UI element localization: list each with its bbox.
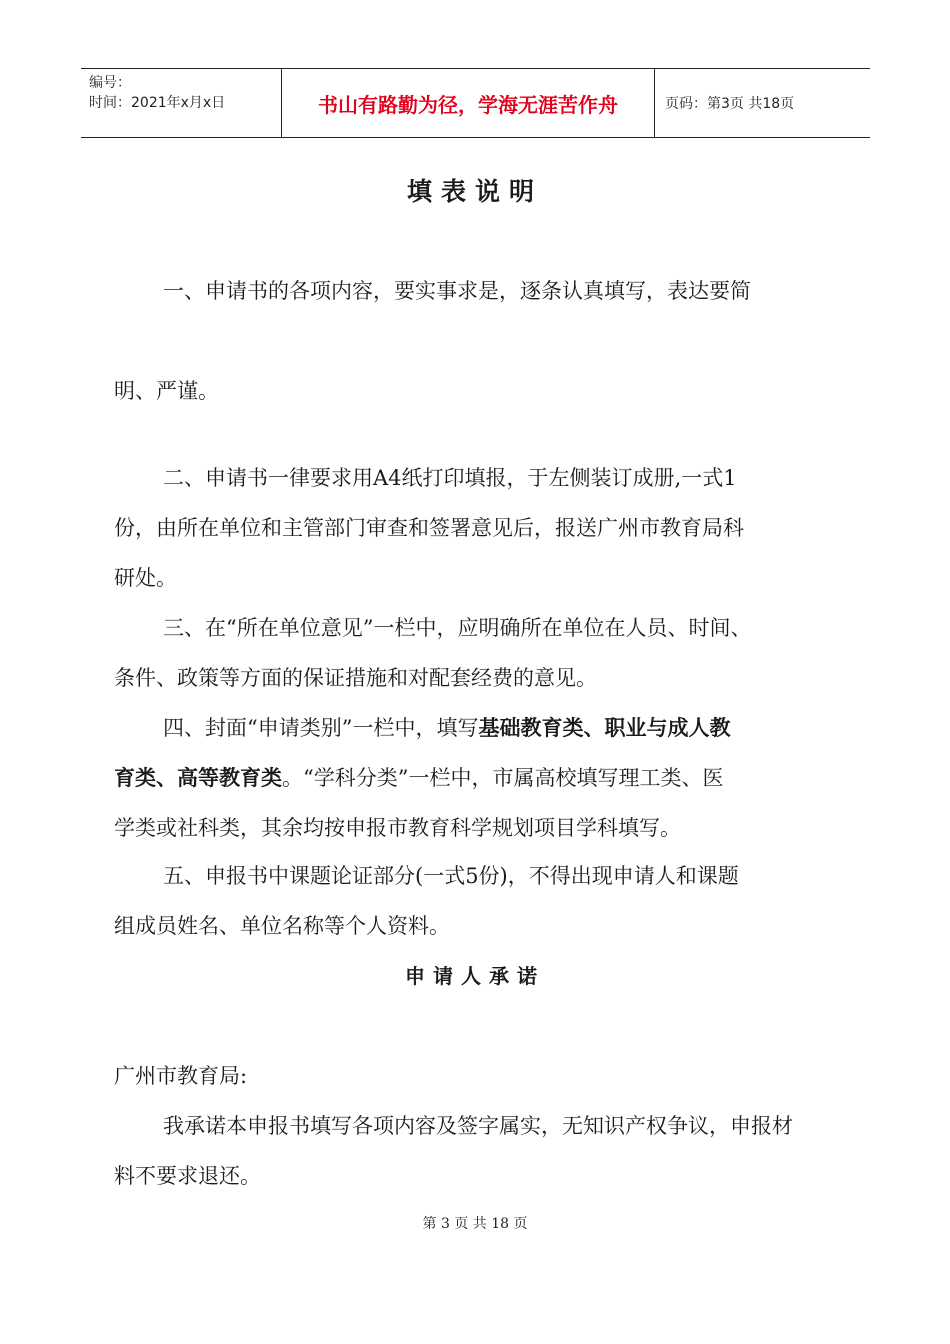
instruction-5-line-2: 组成员姓名、单位名称等个人资料。 xyxy=(114,914,450,938)
instruction-1-line-1: 一、申请书的各项内容，要实事求是，逐条认真填写，表达要简 xyxy=(163,279,751,303)
page-title: 填表说明 xyxy=(406,177,543,206)
instruction-2-line-2: 份，由所在单位和主管部门审查和签署意见后，报送广州市教育局科 xyxy=(114,516,744,540)
instruction-4-line-3: 学类或社科类，其余均按申报市教育科学规划项目学科填写。 xyxy=(114,816,681,840)
instruction-5-line-1: 五、申报书中课题论证部分(一式5份)，不得出现申请人和课题 xyxy=(163,864,739,888)
document-time-label: 时间：2021年x月x日 xyxy=(89,95,226,111)
header-motto: 书山有路勤为径，学海无涯苦作舟 xyxy=(282,69,655,137)
instruction-4-line-1 xyxy=(163,712,730,742)
pledge-line-2: 料不要求退还。 xyxy=(114,1164,261,1188)
instruction-4-text-b: 。“学科分类”一栏中，市属高校填写理工类、医 xyxy=(282,766,724,790)
instruction-3-line-2: 条件、政策等方面的保证措施和对配套经费的意见。 xyxy=(114,666,597,690)
category-list-emphasis-cont: 育类、高等教育类 xyxy=(114,766,282,790)
instruction-4-text-a: 四、封面“申请类别”一栏中，填写 xyxy=(163,716,479,740)
pledge-title: 申请人承诺 xyxy=(405,964,545,988)
header-table xyxy=(81,68,870,138)
pledge-addressee: 广州市教育局: xyxy=(114,1064,248,1088)
header-meta xyxy=(81,69,282,137)
category-list-emphasis: 基础教育类、职业与成人教 xyxy=(478,716,731,740)
header-page-info: 页码：第3页 共18页 xyxy=(665,96,795,112)
pledge-line-1: 我承诺本申报书填写各项内容及签字属实，无知识产权争议，申报材 xyxy=(163,1114,793,1138)
page-footer: 第 3 页 共 18 页 xyxy=(422,1216,528,1232)
document-number-label: 编号： xyxy=(89,75,131,91)
instruction-4-line-2 xyxy=(114,762,723,792)
instruction-2-line-1: 二、申请书一律要求用A4纸打印填报，于左侧装订成册,一式1 xyxy=(163,466,737,490)
instruction-2-line-3: 研处。 xyxy=(114,566,177,590)
instruction-1-line-2: 明、严谨。 xyxy=(114,379,219,403)
instruction-3-line-1: 三、在“所在单位意见”一栏中，应明确所在单位在人员、时间、 xyxy=(163,616,752,640)
